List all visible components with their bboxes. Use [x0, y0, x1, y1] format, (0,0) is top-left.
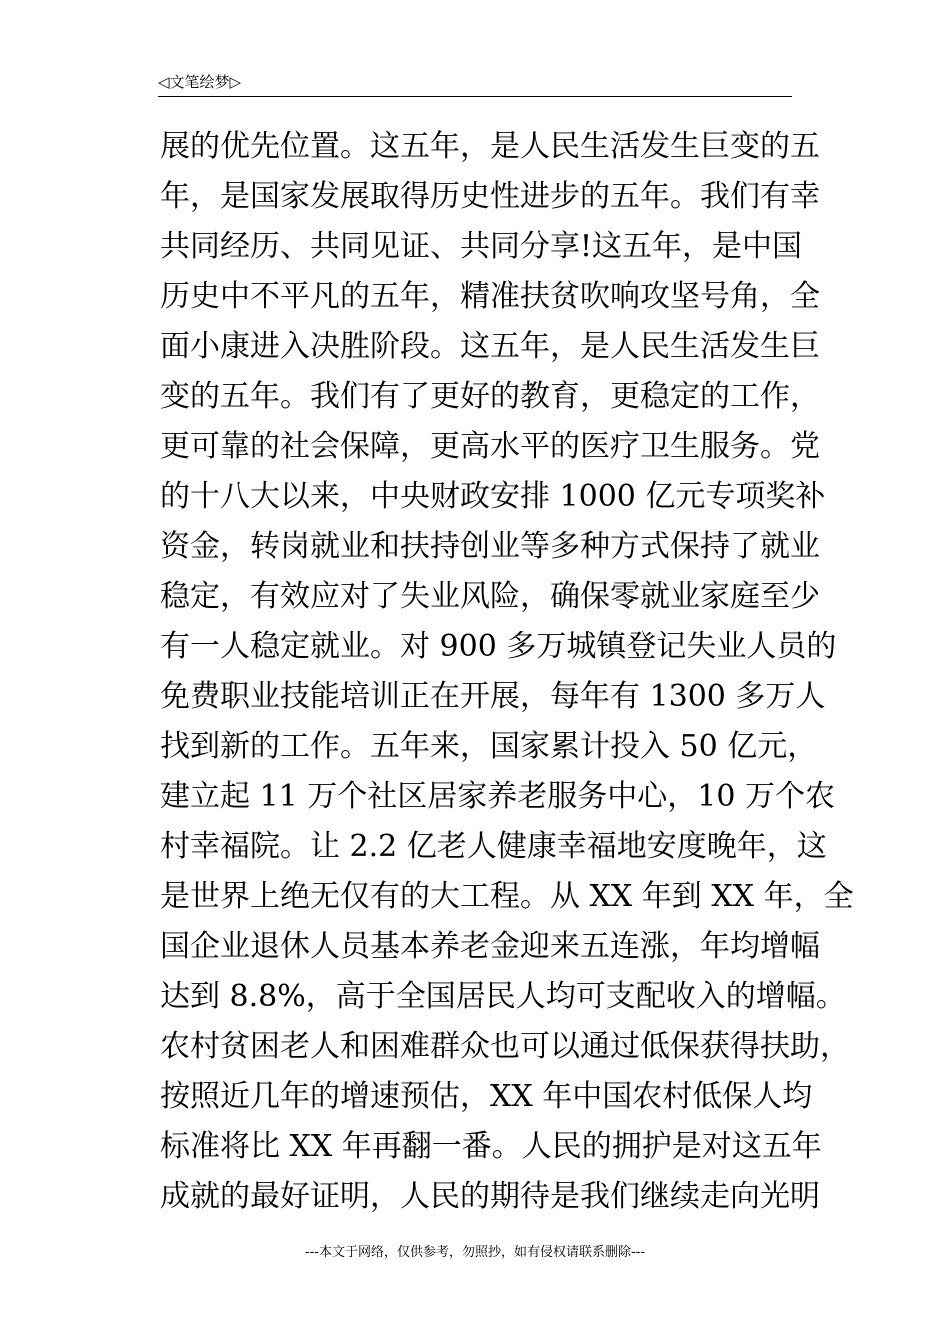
- body-line: 面小康进入决胜阶段。这五年，是人民生活发生巨: [160, 329, 820, 364]
- body-line: 有一人稳定就业。对 900 多万城镇登记失业人员的: [160, 629, 837, 664]
- body-line: 找到新的工作。五年来，国家累计投入 50 亿元，: [160, 729, 818, 764]
- body-line: 成就的最好证明，人民的期待是我们继续走向光明: [160, 1179, 820, 1214]
- footer-disclaimer: ---本文于网络，仅供参考，勿照抄，如有侵权请联系删除---: [304, 1245, 646, 1260]
- body-line: 农村贫困老人和困难群众也可以通过低保获得扶助，: [160, 1029, 850, 1064]
- header-title: ◁文笔绘梦▷: [158, 73, 242, 91]
- body-line: 的十八大以来，中央财政安排 1000 亿元专项奖补: [160, 479, 826, 514]
- body-line: 建立起 11 万个社区居家养老服务中心，10 万个农: [160, 779, 835, 814]
- body-line: 国企业退休人员基本养老金迎来五连涨，年均增幅: [160, 929, 820, 964]
- body-line: 展的优先位置。这五年，是人民生活发生巨变的五: [160, 129, 820, 164]
- header-divider: [158, 96, 792, 97]
- document-body: [160, 122, 854, 1222]
- body-line: 变的五年。我们有了更好的教育，更稳定的工作，: [160, 379, 820, 414]
- body-line: 标准将比 XX 年再翻一番。人民的拥护是对这五年: [160, 1129, 822, 1164]
- body-line: 村幸福院。让 2.2 亿老人健康幸福地安度晚年，这: [160, 829, 827, 864]
- body-line: 年，是国家发展取得历史性进步的五年。我们有幸: [160, 179, 820, 214]
- body-line: 按照近几年的增速预估，XX 年中国农村低保人均: [160, 1079, 813, 1114]
- body-line: 是世界上绝无仅有的大工程。从 XX 年到 XX 年，全: [160, 879, 854, 914]
- body-line: 稳定，有效应对了失业风险，确保零就业家庭至少: [160, 579, 820, 614]
- body-line: 达到 8.8%，高于全国居民人均可支配收入的增幅。: [160, 979, 846, 1014]
- body-line: 资金，转岗就业和扶持创业等多种方式保持了就业: [160, 529, 820, 564]
- body-line: 免费职业技能培训正在开展，每年有 1300 多万人: [160, 679, 826, 714]
- body-line: 历史中不平凡的五年，精准扶贫吹响攻坚号角，全: [160, 279, 820, 314]
- body-line: 更可靠的社会保障，更高水平的医疗卫生服务。党: [160, 429, 820, 464]
- body-line: 共同经历、共同见证、共同分享!这五年，是中国: [160, 229, 803, 264]
